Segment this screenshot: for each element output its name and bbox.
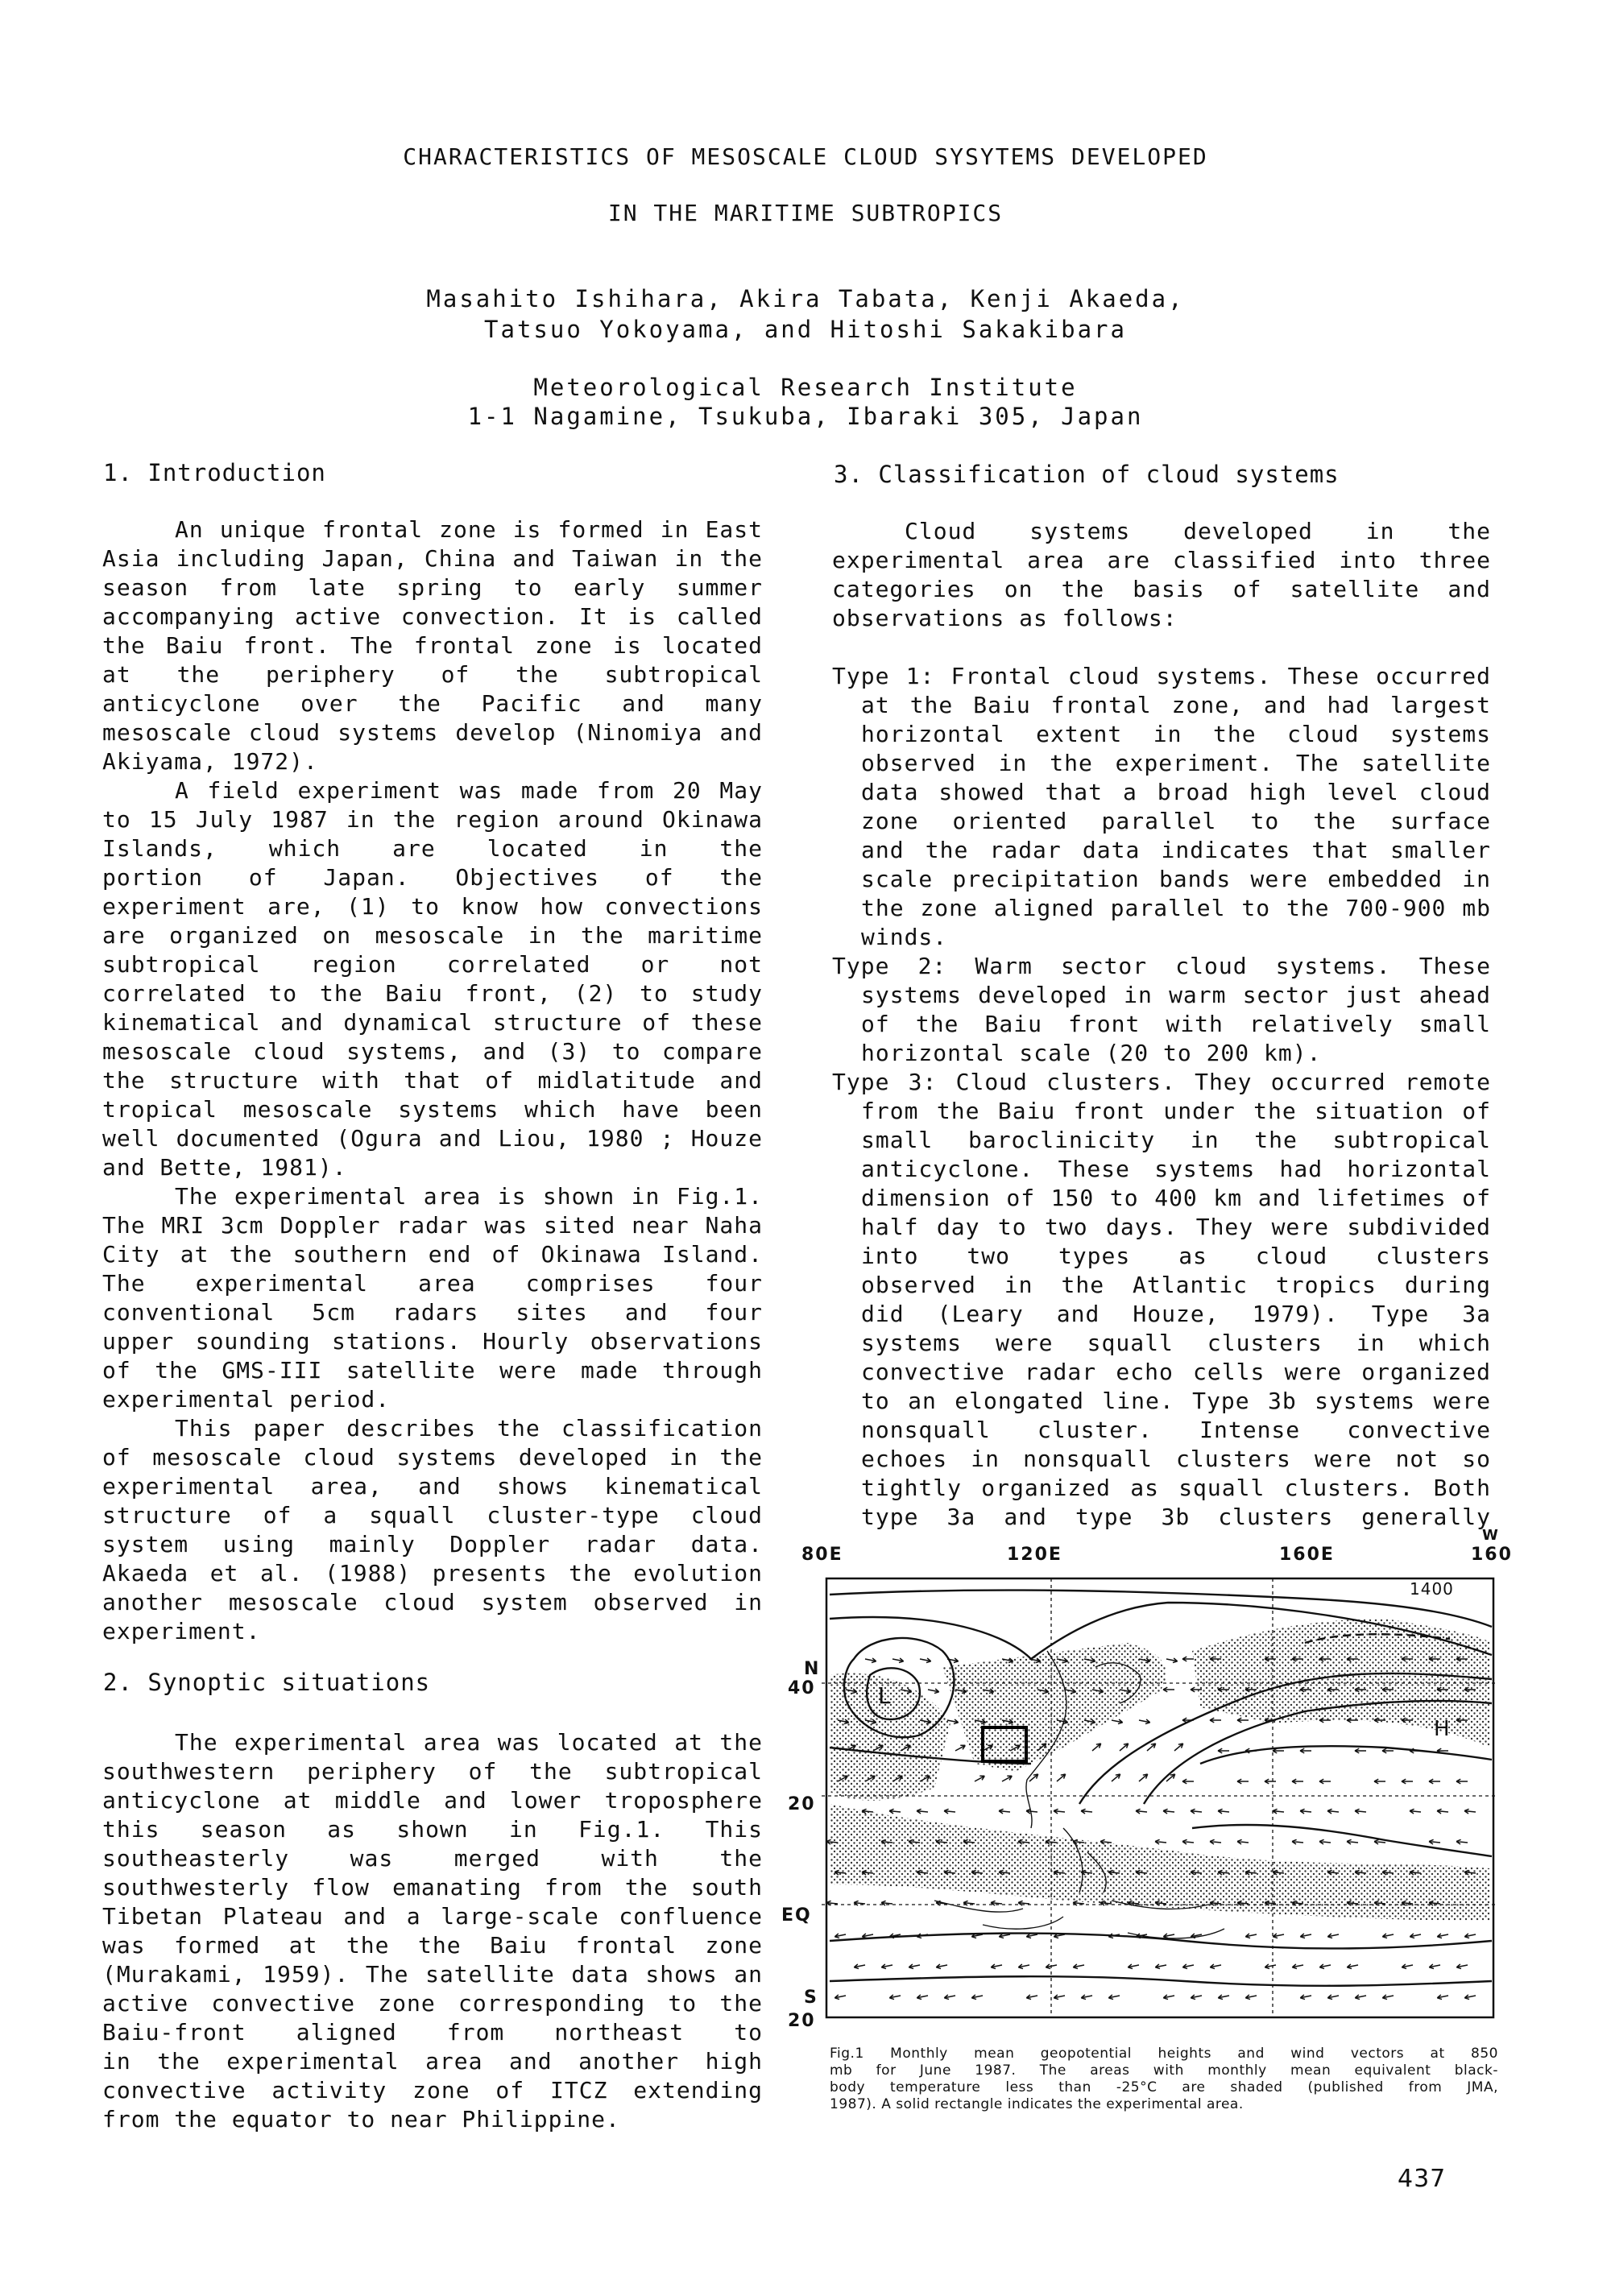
wind-arrow — [1182, 1657, 1194, 1661]
wind-arrow — [1327, 1934, 1339, 1938]
wind-arrow — [1273, 1809, 1284, 1814]
text-line: scale precipitation bands were embedded in — [861, 866, 1491, 892]
text-line: to 15 July 1987 in the region around Okinawa — [102, 806, 763, 833]
wind-arrow — [1300, 1934, 1311, 1938]
text-line: mesoscale cloud systems develop (Ninomiya and — [102, 719, 763, 746]
wind-arrow — [955, 1745, 965, 1751]
text-line: observed in the experiment. The satellite — [861, 750, 1491, 776]
wind-arrow — [889, 1995, 901, 2000]
wind-arrow — [1218, 1748, 1229, 1753]
text-line: observed in the Atlantic tropics during — [861, 1272, 1491, 1298]
text-line: Islands, which are located in the — [102, 835, 763, 862]
wind-arrow — [1265, 1964, 1276, 1969]
text-line: half day to two days. They were subdivided — [861, 1214, 1491, 1240]
section-1-heading: 1. Introduction — [103, 459, 326, 486]
wind-arrow — [1300, 1809, 1311, 1814]
text-line: mesoscale cloud systems, and (3) to compare — [102, 1038, 763, 1065]
lon-label-160w: 160 — [1471, 1545, 1513, 1565]
wind-arrow — [1464, 1934, 1476, 1938]
page-number: 437 — [1398, 2165, 1447, 2193]
wind-arrow — [1026, 1995, 1037, 2000]
wind-arrow — [1410, 1809, 1421, 1814]
text-line: (Murakami, 1959). The satellite data shows an — [102, 1961, 763, 1988]
text-line: portion of Japan. Objectives of the — [102, 864, 763, 891]
wind-arrow — [920, 1658, 931, 1663]
wind-arrow — [1355, 1995, 1366, 2000]
text-line: from the equator to near Philippine. — [102, 2106, 620, 2133]
paper-title-line-1: CHARACTERISTICS OF MESOSCALE CLOUD SYSYTEMS DEVELOPED — [403, 143, 1208, 170]
text-line: structure of a squall cluster-type cloud — [102, 1502, 763, 1529]
text-line: small baroclinicity in the subtropical — [861, 1127, 1491, 1153]
wind-arrow — [1437, 1809, 1448, 1814]
text-line: experimental area are classified into three — [832, 547, 1491, 573]
wind-arrow — [834, 1934, 846, 1938]
text-line: tropical mesoscale systems which have been — [102, 1096, 763, 1123]
wind-arrow — [865, 1658, 876, 1663]
wind-arrow — [1018, 1964, 1029, 1969]
text-line: nonsquall cluster. Intense convective — [861, 1417, 1491, 1443]
wind-arrow — [1210, 1964, 1221, 1969]
lon-label-80e: 80E — [801, 1545, 843, 1565]
wind-arrow — [1347, 1839, 1358, 1844]
section-2-body — [102, 1728, 763, 2134]
wind-arrow — [1273, 1934, 1284, 1938]
wind-arrow — [1120, 1744, 1129, 1751]
wind-arrow — [1210, 1718, 1221, 1723]
wind-arrow — [909, 1964, 920, 1969]
wind-arrow — [1437, 1934, 1448, 1938]
wind-arrow — [1374, 1779, 1385, 1784]
text-line: systems developed in warm sector just ahead — [861, 982, 1491, 1008]
text-line: Type 2: Warm sector cloud systems. These — [832, 953, 1491, 979]
text-line: Asia including Japan, China and Taiwan in the — [102, 545, 763, 572]
lat-label-20n: 20 — [788, 1794, 816, 1814]
wind-arrow — [1402, 1964, 1413, 1969]
wind-arrow — [1456, 1779, 1468, 1784]
wind-arrow — [1327, 1995, 1339, 2000]
wind-arrow — [1128, 1964, 1139, 1969]
text-line: was formed at the the Baiu frontal zone — [102, 1932, 763, 1959]
wind-arrow — [936, 1964, 947, 1969]
text-line: upper sounding stations. Hourly observations — [102, 1328, 763, 1355]
wind-arrow — [1081, 1809, 1092, 1814]
lon-label-160e: 160E — [1279, 1545, 1335, 1565]
affiliation-line-1: Meteorological Research Institute — [533, 374, 1078, 401]
low-pressure-label: L — [878, 1682, 892, 1709]
text-line: of the Baiu front with relatively small — [861, 1011, 1491, 1037]
text-line: and Bette, 1981). — [102, 1154, 347, 1181]
lat-prefix-n: N — [804, 1659, 821, 1679]
text-line: well documented (Ogura and Liou, 1980 ; Houze — [102, 1125, 763, 1152]
wind-arrow — [1073, 1964, 1084, 1969]
text-line: Akaeda et al. (1988) presents the evolution — [102, 1560, 763, 1587]
text-line: experiment are, (1) to know how convections — [102, 893, 763, 920]
wind-arrow — [1218, 1995, 1229, 2000]
paper-title-line-2: IN THE MARITIME SUBTROPICS — [607, 200, 1004, 226]
text-line: systems were squall clusters in which — [861, 1330, 1491, 1356]
wind-arrow — [1057, 1774, 1066, 1781]
text-line: categories on the basis of satellite and — [832, 576, 1491, 602]
text-line: Type 1: Frontal cloud systems. These occurred — [832, 663, 1491, 689]
section-2-heading: 2. Synoptic situations — [103, 1669, 431, 1696]
text-line: anticyclone at middle and lower troposphere — [102, 1787, 763, 1814]
text-line: City at the southern end of Okinawa Island. — [102, 1241, 763, 1268]
text-line: Akiyama, 1972). — [102, 748, 318, 775]
text-line: type 3a and type 3b clusters generally — [861, 1504, 1491, 1530]
lat-label-eq: EQ — [781, 1905, 812, 1926]
text-line: anticyclone over the Pacific and many — [102, 690, 763, 717]
wind-arrow — [1026, 1809, 1037, 1814]
wind-arrow — [834, 1995, 846, 2000]
caption-line: mb for June 1987. The areas with monthly mean equivalent black- — [830, 2062, 1498, 2079]
wind-arrow — [1147, 1744, 1156, 1751]
wind-arrow — [917, 1809, 928, 1814]
text-line: horizontal scale (20 to 200 km). — [861, 1040, 1322, 1066]
text-line: at the Baiu frontal zone, and had largest — [861, 692, 1491, 718]
wind-arrow — [1319, 1964, 1331, 1969]
wind-arrow — [1092, 1744, 1101, 1751]
authors-line-2: Tatsuo Yokoyama, and Hitoshi Sakakibara — [484, 316, 1127, 343]
text-line: to an elongated line. Type 3b systems were — [861, 1388, 1491, 1414]
wind-arrow — [1163, 1687, 1174, 1692]
wind-arrow — [1218, 1809, 1229, 1814]
wind-arrow — [881, 1964, 892, 1969]
wind-arrow — [1245, 1995, 1257, 2000]
text-line: of mesoscale cloud systems developed in the — [102, 1444, 763, 1471]
wind-arrow — [1136, 1809, 1147, 1814]
wind-arrow — [1429, 1779, 1440, 1784]
wind-arrow — [1292, 1964, 1303, 1969]
wind-arrow — [1355, 1809, 1366, 1814]
wind-arrow — [1155, 1839, 1166, 1844]
wind-arrow — [1429, 1964, 1440, 1969]
wind-arrow — [1300, 1748, 1311, 1753]
wind-arrow — [1155, 1964, 1166, 1969]
caption-line: Fig.1 Monthly mean geopotential heights and wind vectors at 850 — [830, 2046, 1498, 2062]
wind-arrow — [1456, 1964, 1468, 1969]
text-line: into two types as cloud clusters — [861, 1243, 1491, 1269]
affiliation-line-2: 1-1 Nagamine, Tsukuba, Ibaraki 305, Japan — [467, 403, 1144, 430]
wind-arrow — [1182, 1839, 1194, 1844]
text-line: another mesoscale cloud system observed in — [102, 1589, 763, 1615]
lon-suffix-w: W — [1482, 1527, 1500, 1544]
wind-arrow — [999, 1809, 1010, 1814]
text-line: season from late spring to early summer — [102, 574, 763, 601]
text-line: the structure with that of midlatitude and — [102, 1067, 763, 1094]
wind-arrow — [1265, 1779, 1276, 1784]
wind-arrow — [975, 1776, 984, 1781]
wind-arrow — [1347, 1964, 1358, 1969]
text-line: conventional 5cm radars sites and four — [102, 1299, 763, 1326]
wind-arrow — [944, 1809, 955, 1814]
lon-label-120e: 120E — [1007, 1545, 1062, 1565]
lat-label-40n: 40 — [788, 1678, 816, 1698]
text-line: correlated to the Baiu front, (2) to study — [102, 980, 763, 1007]
wind-arrow — [1292, 1779, 1303, 1784]
text-line: observations as follows: — [832, 605, 1178, 631]
wind-arrow — [1456, 1839, 1468, 1844]
text-line: A field experiment was made from 20 May — [175, 777, 763, 804]
high-pressure-label: H — [1434, 1717, 1451, 1741]
wind-arrow — [1464, 1995, 1476, 2000]
authors-line-1: Masahito Ishihara, Akira Tabata, Kenji Akaeda, — [426, 285, 1185, 312]
wind-arrow — [1191, 1809, 1202, 1814]
wind-arrow — [1182, 1964, 1194, 1969]
text-line: subtropical region correlated or not — [102, 951, 763, 978]
wind-arrow — [1319, 1779, 1331, 1784]
wind-arrow — [1327, 1809, 1339, 1814]
wind-arrow — [1081, 1995, 1092, 2000]
section-3-heading: 3. Classification of cloud systems — [834, 461, 1340, 488]
text-line: This paper describes the classification — [175, 1415, 763, 1442]
text-line: active convective zone corresponding to the — [102, 1990, 763, 2017]
lat-label-20s: 20 — [788, 2011, 816, 2031]
text-line: system using mainly Doppler radar data. — [102, 1531, 763, 1558]
text-line: at the periphery of the subtropical — [102, 661, 763, 688]
wind-arrow — [1237, 1839, 1249, 1844]
caption-line: 1987). A solid rectangle indicates the experimental area. — [830, 2096, 1244, 2112]
text-line: dimension of 150 to 400 km and lifetimes of — [861, 1185, 1491, 1211]
wind-arrow — [1139, 1719, 1150, 1724]
wind-arrow — [889, 1809, 901, 1814]
text-line: the zone aligned parallel to the 700-900 mb — [861, 895, 1491, 921]
wind-arrow — [1112, 1774, 1120, 1781]
text-line: in the experimental area and another high — [102, 2048, 763, 2075]
wind-arrow — [1402, 1779, 1413, 1784]
wind-arrow — [1410, 1934, 1421, 1938]
text-line: echoes in nonsquall clusters were not so — [861, 1446, 1491, 1472]
wind-arrow — [1002, 1776, 1012, 1781]
text-line: from the Baiu front under the situation of — [861, 1098, 1491, 1124]
wind-arrow — [1174, 1744, 1183, 1751]
text-line: zone oriented parallel to the surface — [861, 808, 1491, 834]
wind-arrow — [1355, 1748, 1366, 1753]
shaded-cold-cloud-areas — [830, 1619, 1490, 1921]
text-line: Baiu-front aligned from northeast to — [102, 2019, 763, 2046]
text-line: are organized on mesoscale in the maritime — [102, 922, 763, 949]
wind-arrow — [1382, 1748, 1394, 1753]
text-line: southwesterly flow emanating from the south — [102, 1874, 763, 1901]
contour-label-1400: 1400 — [1410, 1579, 1454, 1599]
text-line: this season as shown in Fig.1. This — [102, 1816, 763, 1843]
text-line: The experimental area was located at the — [175, 1729, 763, 1756]
text-line: The experimental area comprises four — [102, 1270, 763, 1297]
text-line: The MRI 3cm Doppler radar was sited near Naha — [102, 1212, 763, 1239]
text-line: The experimental area is shown in Fig.1. — [175, 1183, 763, 1210]
wind-arrow — [1319, 1839, 1331, 1844]
text-line: kinematical and dynamical structure of these — [102, 1009, 763, 1036]
wind-arrow — [1210, 1839, 1221, 1844]
text-line: Cloud systems developed in the — [905, 518, 1491, 544]
wind-arrow — [1437, 1995, 1448, 2000]
text-line: convective radar echo cells were organized — [861, 1359, 1491, 1385]
wind-arrow — [928, 1689, 939, 1694]
wind-arrow — [1237, 1779, 1249, 1784]
figure-1-caption — [830, 2046, 1498, 2113]
text-line: southwestern periphery of the subtropical — [102, 1758, 763, 1785]
text-line: experimental period. — [102, 1386, 391, 1413]
text-line: anticyclone. These systems had horizontal — [861, 1156, 1491, 1182]
figure-1-map — [822, 1562, 1498, 2033]
text-line: did (Leary and Houze, 1979). Type 3a — [861, 1301, 1491, 1327]
wind-arrow — [1139, 1774, 1148, 1781]
text-line: experimental area, and shows kinematical — [102, 1473, 763, 1500]
text-line: experiment. — [102, 1618, 261, 1644]
wind-arrow — [1163, 1995, 1174, 2000]
wind-arrow — [1054, 1995, 1065, 2000]
wind-arrow — [1108, 1995, 1120, 2000]
text-line: accompanying active convection. It is called — [102, 603, 763, 630]
wind-arrow — [971, 1995, 983, 2000]
text-line: of the GMS-III satellite were made through — [102, 1357, 763, 1384]
text-line — [832, 633, 1491, 662]
text-line: the Baiu front. The frontal zone is located — [102, 632, 763, 659]
wind-arrow — [1054, 1809, 1065, 1814]
wind-arrow — [1464, 1809, 1476, 1814]
wind-arrow — [1163, 1934, 1174, 1938]
wind-arrow — [1292, 1839, 1303, 1844]
wind-arrow — [1382, 1934, 1394, 1938]
text-line: winds. — [861, 924, 948, 950]
wind-arrow — [1163, 1809, 1174, 1814]
text-line: Type 3: Cloud clusters. They occurred remote — [832, 1069, 1491, 1095]
section-3-body — [832, 517, 1491, 1532]
wind-arrow — [944, 1995, 955, 2000]
wind-arrow — [854, 1964, 865, 1969]
wind-arrow — [1300, 1995, 1311, 2000]
wind-arrow — [1429, 1839, 1440, 1844]
text-line: convective activity zone of ITCZ extending — [102, 2077, 763, 2104]
wind-arrow — [917, 1995, 928, 2000]
text-line: tightly organized as squall clusters. Both — [861, 1475, 1491, 1501]
section-1-body — [102, 515, 763, 1646]
text-line: Tibetan Plateau and a large-scale confluence — [102, 1903, 763, 1930]
text-line: horizontal extent in the cloud systems — [861, 721, 1491, 747]
wind-arrow — [1191, 1995, 1202, 2000]
wind-arrow — [991, 1964, 1002, 1969]
caption-line: body temperature less than -25°C are shaded (published from JMA, — [830, 2079, 1498, 2095]
text-line: southeasterly was merged with the — [102, 1845, 763, 1872]
wind-arrow — [892, 1658, 904, 1663]
text-line: An unique frontal zone is formed in East — [175, 516, 763, 543]
wind-arrow — [1182, 1779, 1194, 1784]
wind-arrow — [1382, 1995, 1394, 2000]
lat-prefix-s: S — [804, 1988, 818, 2008]
wind-arrow — [1237, 1718, 1249, 1723]
wind-arrow — [1112, 1719, 1123, 1724]
text-line: data showed that a broad high level cloud — [861, 779, 1491, 805]
text-line: and the radar data indicates that smaller — [861, 837, 1491, 863]
wind-arrow — [1245, 1934, 1257, 1938]
wind-arrow — [1166, 1658, 1178, 1663]
